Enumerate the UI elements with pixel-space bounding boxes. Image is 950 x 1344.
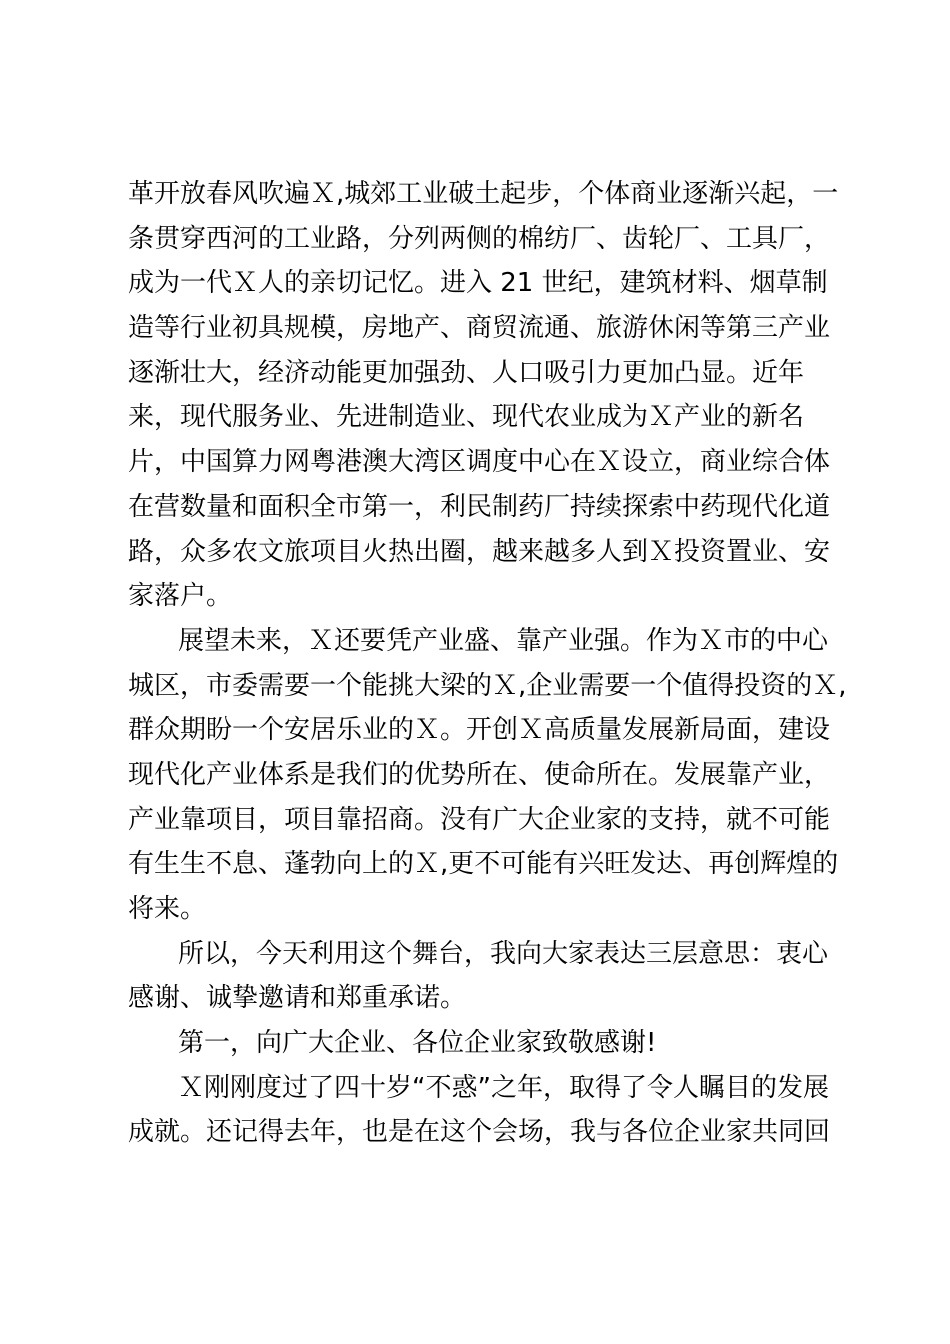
text-line: 有生生不息、蓬勃向上的Ｘ,更不可能有兴旺发达、再创辉煌的 xyxy=(128,849,839,880)
text-line: 产业靠项目，项目靠招商。没有广大企业家的支持，就不可能 xyxy=(128,804,831,835)
text-line: 路，众多农文旅项目火热出圈，越来越多人到Ｘ投资置业、安 xyxy=(128,536,831,567)
section-heading-line: 第一，向广大企业、各位企业家致敬感谢! xyxy=(178,1028,657,1059)
text-line: 来，现代服务业、先进制造业、现代农业成为Ｘ产业的新名 xyxy=(128,402,805,433)
text-line: 家落户。 xyxy=(128,581,233,612)
text-line: 成就。还记得去年，也是在这个会场，我与各位企业家共同回 xyxy=(128,1117,831,1148)
text-line: 感谢、诚挚邀请和郑重承诺。 xyxy=(128,983,467,1014)
text-line: 革开放春风吹遍Ｘ,城郊工业破土起步，个体商业逐渐兴起，一 xyxy=(128,179,839,209)
text-line: 将来。 xyxy=(128,894,207,924)
text-line: 在营数量和面积全市第一，利民制药厂持续探索中药现代化道 xyxy=(128,491,831,522)
text-line: 条贯穿西河的工业路，分列两侧的棉纺厂、齿轮厂、工具厂， xyxy=(128,223,831,254)
text-line: 逐渐壮大，经济动能更加强劲、人口吸引力更加凸显。近年 xyxy=(128,357,805,388)
body-text xyxy=(128,172,847,1155)
text-line: 群众期盼一个安居乐业的Ｘ。开创Ｘ高质量发展新局面，建设 xyxy=(128,715,831,746)
text-line: 城区，市委需要一个能挑大梁的Ｘ,企业需要一个值得投资的Ｘ, xyxy=(128,670,847,701)
text-line: 片，中国算力网粤港澳大湾区调度中心在Ｘ设立，商业综合体 xyxy=(128,447,831,478)
text-line: 造等行业初具规模，房地产、商贸流通、旅游休闲等第三产业 xyxy=(128,313,831,344)
paragraph-start-line: 所以，今天利用这个舞台，我向大家表达三层意思：衷心 xyxy=(178,938,829,969)
text-line: 成为一代Ｘ人的亲切记忆。进入 21 世纪，建筑材料、烟草制 xyxy=(128,268,828,299)
paragraph-start-line: Ｘ刚刚度过了四十岁“不惑”之年，取得了令人瞩目的发展 xyxy=(178,1072,829,1103)
text-line: 现代化产业体系是我们的优势所在、使命所在。发展靠产业， xyxy=(128,759,831,790)
paragraph-start-line: 展望未来，Ｘ还要凭产业盛、靠产业强。作为Ｘ市的中心 xyxy=(178,625,829,656)
